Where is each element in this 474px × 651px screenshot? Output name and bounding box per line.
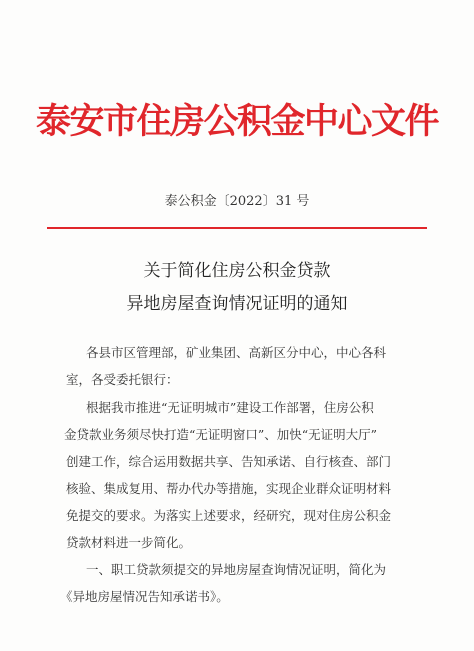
body-line: 各县市区管理部，矿业集团、高新区分中心，中心各科 <box>86 345 387 360</box>
body-line: 根据我市推进“无证明城市”建设工作部署，住房公积 <box>86 400 374 415</box>
body-line: 贷款材料进一步简化。 <box>66 535 192 550</box>
notice-title-line-1: 关于简化住房公积金贷款 <box>143 261 331 281</box>
body-line: 一、职工贷款须提交的异地房屋查询情况证明，简化为 <box>86 562 387 577</box>
body-line: 《异地房屋情况告知承诺书》。 <box>60 589 229 604</box>
body-line: 金贷款业务须尽快打造“无证明窗口”、加快“无证明大厅” <box>64 427 378 442</box>
document-number: 泰公积金〔2022〕31 号 <box>164 194 310 209</box>
masthead-title: 泰安市住房公积金中心文件 <box>35 101 438 142</box>
body-line: 免提交的要求。为落实上述要求，经研究，现对住房公积金 <box>66 508 392 523</box>
notice-title-line-2: 异地房屋查询情况证明的通知 <box>126 294 348 314</box>
body-line: 室，各受委托银行： <box>66 372 179 387</box>
red-divider <box>47 227 427 229</box>
body-line: 核验、集成复用、帮办代办等措施，实现企业群众证明材料 <box>66 481 392 496</box>
body-line: 创建工作，综合运用数据共享、告知承诺、自行核查、部门 <box>66 454 392 469</box>
